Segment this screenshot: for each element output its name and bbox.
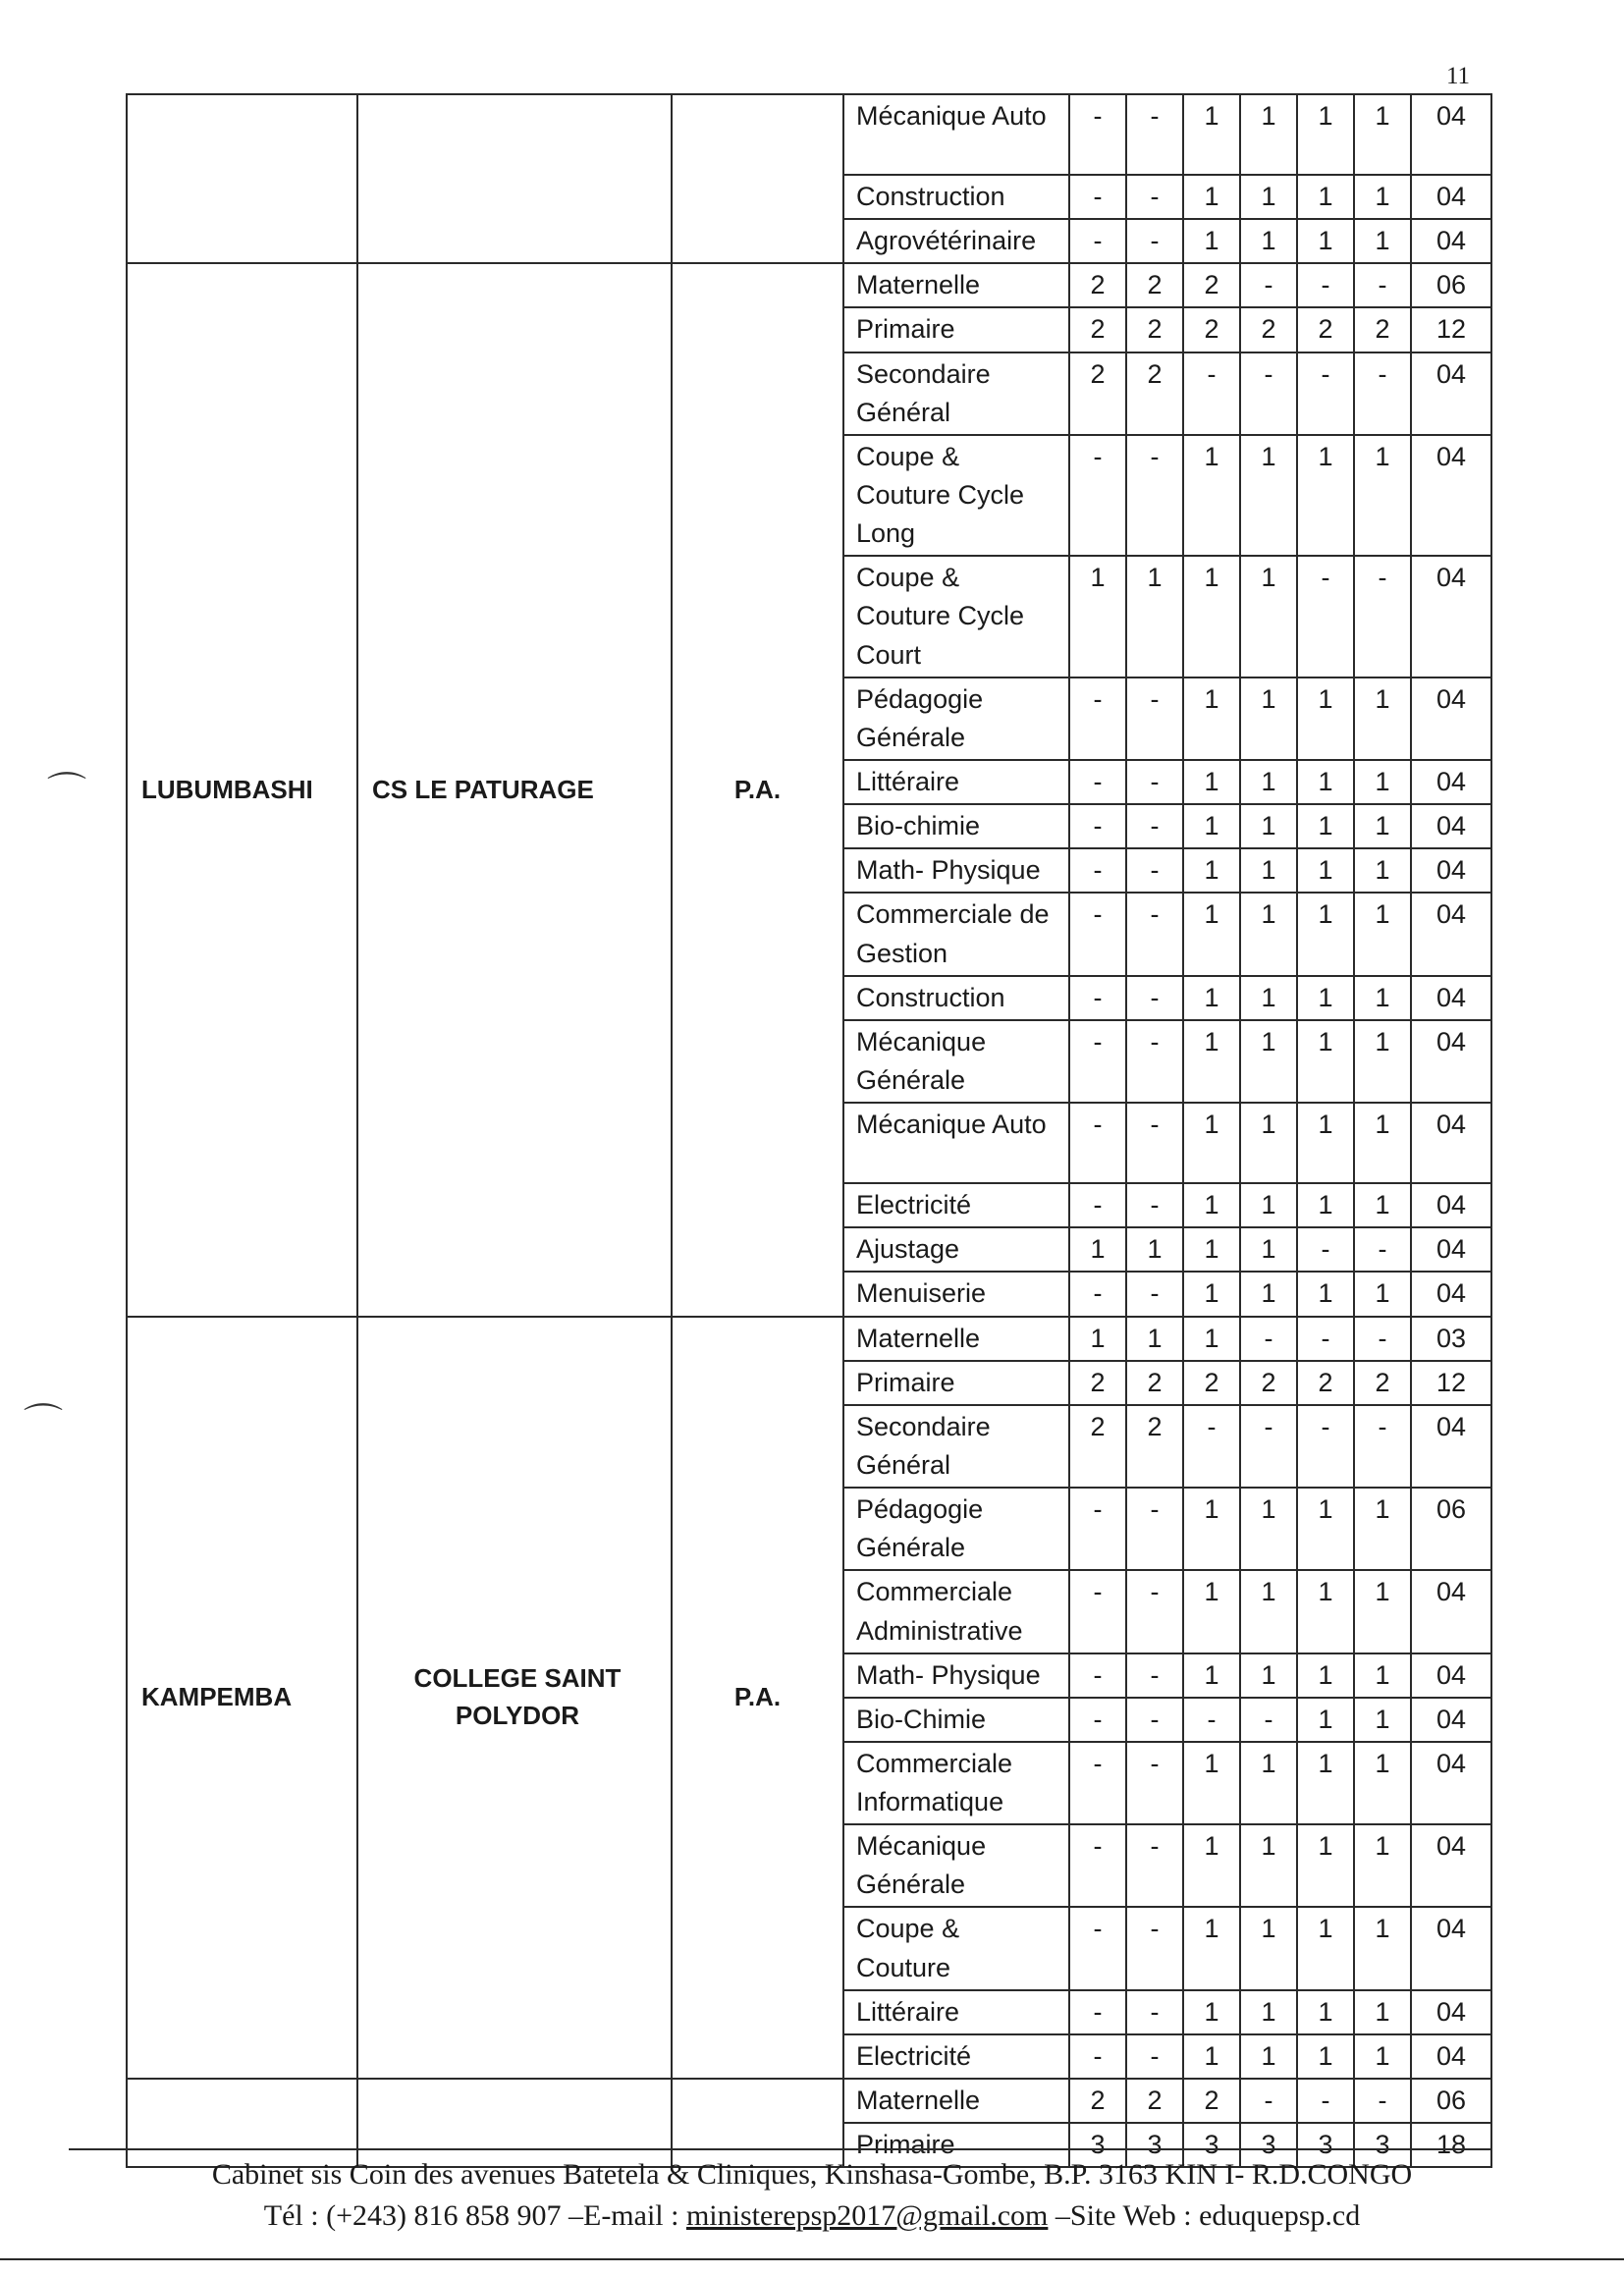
section-cell: Commerciale de Gestion <box>843 893 1069 975</box>
class-count-cell: - <box>1126 1020 1183 1103</box>
class-count-cell: 1 <box>1069 1227 1126 1272</box>
class-count-cell: 1 <box>1240 1742 1297 1824</box>
class-count-cell: 2 <box>1354 1361 1411 1405</box>
total-cell: 04 <box>1411 893 1491 975</box>
regime-cell: P.A. <box>672 263 843 1316</box>
class-count-cell: - <box>1126 760 1183 804</box>
class-count-cell: 1 <box>1240 1824 1297 1907</box>
class-count-cell: 1 <box>1240 219 1297 263</box>
class-count-cell: 1 <box>1297 1698 1354 1742</box>
class-count-cell: 1 <box>1183 1742 1240 1824</box>
school-cell <box>357 94 672 263</box>
class-count-cell: 2 <box>1069 352 1126 435</box>
class-count-cell: 1 <box>1183 1488 1240 1570</box>
section-cell: Agrovétérinaire <box>843 219 1069 263</box>
class-count-cell: 1 <box>1297 893 1354 975</box>
class-count-cell: - <box>1126 1907 1183 1989</box>
class-count-cell: 1 <box>1297 94 1354 175</box>
section-cell: Ajustage <box>843 1227 1069 1272</box>
class-count-cell: - <box>1069 1742 1126 1824</box>
total-cell: 04 <box>1411 1742 1491 1824</box>
total-cell: 04 <box>1411 677 1491 760</box>
class-count-cell: 1 <box>1297 1488 1354 1570</box>
total-cell: 04 <box>1411 1227 1491 1272</box>
table-row <box>127 94 1491 175</box>
class-count-cell: - <box>1069 677 1126 760</box>
section-cell: Maternelle <box>843 2079 1069 2123</box>
section-cell: Commerciale Informatique <box>843 1742 1069 1824</box>
class-count-cell: 2 <box>1126 307 1183 352</box>
total-cell: 04 <box>1411 976 1491 1020</box>
class-count-cell: 1 <box>1240 2034 1297 2079</box>
footer-address: Cabinet sis Coin des avenues Batetela & Cliniques, Kinshasa-Gombe, B.P. 3163 KIN I- R.D.CONGO <box>211 2158 1413 2191</box>
class-count-cell: 2 <box>1297 1361 1354 1405</box>
table-row <box>127 263 1491 307</box>
section-cell: Littéraire <box>843 760 1069 804</box>
footer-email-link[interactable]: ministerepsp2017@gmail.com <box>685 2199 1049 2232</box>
class-count-cell: 1 <box>1297 1653 1354 1698</box>
class-count-cell: - <box>1126 1183 1183 1227</box>
class-count-cell: 2 <box>1069 307 1126 352</box>
regime-cell: P.A. <box>672 1317 843 2080</box>
class-count-cell: - <box>1126 219 1183 263</box>
total-cell: 04 <box>1411 1653 1491 1698</box>
class-count-cell: 1 <box>1354 848 1411 893</box>
class-count-cell: 1 <box>1240 760 1297 804</box>
class-count-cell: 1 <box>1297 976 1354 1020</box>
class-count-cell: 1 <box>1183 804 1240 848</box>
class-count-cell: 1 <box>1297 1020 1354 1103</box>
class-count-cell: - <box>1069 893 1126 975</box>
class-count-cell: - <box>1354 1227 1411 1272</box>
class-count-cell: 1 <box>1183 2034 1240 2079</box>
class-count-cell: - <box>1297 263 1354 307</box>
class-count-cell: 2 <box>1354 307 1411 352</box>
class-count-cell: - <box>1069 976 1126 1020</box>
class-count-cell: - <box>1069 175 1126 219</box>
margin-mark: ⌒ <box>47 770 86 815</box>
class-count-cell: 2 <box>1069 2079 1126 2123</box>
class-count-cell: 2 <box>1183 263 1240 307</box>
page-number: 11 <box>1445 63 1471 89</box>
class-count-cell: 1 <box>1297 1907 1354 1989</box>
total-cell: 04 <box>1411 1103 1491 1183</box>
class-count-cell: 1 <box>1354 1698 1411 1742</box>
class-count-cell: 1 <box>1297 760 1354 804</box>
class-count-cell: 1 <box>1354 1272 1411 1316</box>
class-count-cell: - <box>1069 1698 1126 1742</box>
class-count-cell: 2 <box>1126 2079 1183 2123</box>
total-cell: 04 <box>1411 94 1491 175</box>
class-count-cell: - <box>1297 556 1354 677</box>
class-count-cell: - <box>1069 1907 1126 1989</box>
class-count-cell: 1 <box>1354 760 1411 804</box>
class-count-cell: - <box>1354 1405 1411 1488</box>
class-count-cell: - <box>1297 352 1354 435</box>
class-count-cell: - <box>1183 1405 1240 1488</box>
class-count-cell: - <box>1126 804 1183 848</box>
class-count-cell: - <box>1183 1698 1240 1742</box>
section-cell: Mécanique Auto <box>843 1103 1069 1183</box>
class-count-cell: 1 <box>1354 219 1411 263</box>
class-count-cell: - <box>1126 1824 1183 1907</box>
section-cell: Electricité <box>843 1183 1069 1227</box>
class-count-cell: 1 <box>1297 1272 1354 1316</box>
commune-cell: LUBUMBASHI <box>127 263 357 1316</box>
class-count-cell: - <box>1069 1570 1126 1653</box>
total-cell: 12 <box>1411 307 1491 352</box>
class-count-cell: 1 <box>1354 1570 1411 1653</box>
section-cell: Menuiserie <box>843 1272 1069 1316</box>
section-cell: Bio-chimie <box>843 804 1069 848</box>
class-count-cell: 3 <box>1126 2123 1183 2167</box>
class-count-cell: 1 <box>1183 1990 1240 2034</box>
schools-table <box>126 93 1492 2168</box>
class-count-cell: 1 <box>1240 848 1297 893</box>
footer-divider <box>69 2148 1490 2150</box>
class-count-cell: 1 <box>1297 1824 1354 1907</box>
total-cell: 12 <box>1411 1361 1491 1405</box>
class-count-cell: 1 <box>1183 1570 1240 1653</box>
class-count-cell: 3 <box>1069 2123 1126 2167</box>
section-cell: Primaire <box>843 1361 1069 1405</box>
class-count-cell: - <box>1126 94 1183 175</box>
class-count-cell: - <box>1126 2034 1183 2079</box>
total-cell: 04 <box>1411 352 1491 435</box>
class-count-cell: - <box>1183 352 1240 435</box>
class-count-cell: 1 <box>1126 556 1183 677</box>
section-cell: Electricité <box>843 2034 1069 2079</box>
class-count-cell: 1 <box>1183 1227 1240 1272</box>
class-count-cell: - <box>1069 1183 1126 1227</box>
class-count-cell: 1 <box>1354 1103 1411 1183</box>
class-count-cell: - <box>1297 2079 1354 2123</box>
class-count-cell: 1 <box>1183 848 1240 893</box>
class-count-cell: 1 <box>1354 804 1411 848</box>
class-count-cell: 2 <box>1069 1361 1126 1405</box>
class-count-cell: 1 <box>1354 1183 1411 1227</box>
class-count-cell: 1 <box>1354 1824 1411 1907</box>
section-cell: Secondaire Général <box>843 352 1069 435</box>
class-count-cell: 1 <box>1183 556 1240 677</box>
class-count-cell: 1 <box>1240 1183 1297 1227</box>
class-count-cell: - <box>1069 1653 1126 1698</box>
total-cell: 03 <box>1411 1317 1491 1361</box>
total-cell: 04 <box>1411 1698 1491 1742</box>
class-count-cell: 1 <box>1354 1742 1411 1824</box>
class-count-cell: 1 <box>1240 94 1297 175</box>
class-count-cell: 2 <box>1069 263 1126 307</box>
total-cell: 04 <box>1411 760 1491 804</box>
class-count-cell: 1 <box>1297 219 1354 263</box>
class-count-cell: 2 <box>1240 307 1297 352</box>
class-count-cell: 1 <box>1240 1227 1297 1272</box>
class-count-cell: 1 <box>1354 1990 1411 2034</box>
class-count-cell: 1 <box>1354 677 1411 760</box>
total-cell: 06 <box>1411 263 1491 307</box>
class-count-cell: 2 <box>1183 307 1240 352</box>
class-count-cell: 1 <box>1354 2034 1411 2079</box>
section-cell: Coupe & Couture Cycle Long <box>843 435 1069 556</box>
class-count-cell: - <box>1240 263 1297 307</box>
class-count-cell: 3 <box>1183 2123 1240 2167</box>
class-count-cell: 1 <box>1240 1020 1297 1103</box>
class-count-cell: 1 <box>1183 1272 1240 1316</box>
class-count-cell: 2 <box>1240 1361 1297 1405</box>
footer-website: –Site Web : eduquepsp.cd <box>1048 2199 1361 2232</box>
class-count-cell: - <box>1240 352 1297 435</box>
class-count-cell: - <box>1354 352 1411 435</box>
class-count-cell: 1 <box>1297 1103 1354 1183</box>
class-count-cell: 1 <box>1354 976 1411 1020</box>
class-count-cell: 1 <box>1240 893 1297 975</box>
class-count-cell: - <box>1069 94 1126 175</box>
class-count-cell: - <box>1126 848 1183 893</box>
total-cell: 04 <box>1411 1907 1491 1989</box>
section-cell: Maternelle <box>843 1317 1069 1361</box>
total-cell: 04 <box>1411 1272 1491 1316</box>
total-cell: 06 <box>1411 2079 1491 2123</box>
class-count-cell: 1 <box>1240 1272 1297 1316</box>
total-cell: 04 <box>1411 1020 1491 1103</box>
class-count-cell: - <box>1240 1317 1297 1361</box>
class-count-cell: 1 <box>1354 1020 1411 1103</box>
commune-cell <box>127 94 357 263</box>
footer-phone: Tél : (+243) 816 858 907 –E-mail : <box>263 2199 686 2232</box>
class-count-cell: - <box>1126 1698 1183 1742</box>
class-count-cell: 1 <box>1183 175 1240 219</box>
class-count-cell: 1 <box>1297 2034 1354 2079</box>
class-count-cell: - <box>1297 1317 1354 1361</box>
section-cell: Pédagogie Générale <box>843 1488 1069 1570</box>
class-count-cell: - <box>1126 175 1183 219</box>
class-count-cell: 1 <box>1297 1742 1354 1824</box>
class-count-cell: 1 <box>1297 804 1354 848</box>
margin-mark: ⌒ <box>24 1401 63 1446</box>
class-count-cell: 1 <box>1354 175 1411 219</box>
class-count-cell: - <box>1126 1653 1183 1698</box>
class-count-cell: 1 <box>1240 556 1297 677</box>
section-cell: Mécanique Générale <box>843 1824 1069 1907</box>
class-count-cell: - <box>1069 435 1126 556</box>
commune-cell <box>127 2079 357 2167</box>
section-cell: Secondaire Général <box>843 1405 1069 1488</box>
class-count-cell: 1 <box>1354 1653 1411 1698</box>
section-cell: Primaire <box>843 2123 1069 2167</box>
table-row <box>127 1317 1491 1361</box>
class-count-cell: 1 <box>1297 1990 1354 2034</box>
class-count-cell: 2 <box>1126 263 1183 307</box>
total-cell: 04 <box>1411 219 1491 263</box>
class-count-cell: 1 <box>1240 1653 1297 1698</box>
total-cell: 04 <box>1411 1405 1491 1488</box>
class-count-cell: 1 <box>1354 1488 1411 1570</box>
class-count-cell: 1 <box>1297 848 1354 893</box>
total-cell: 04 <box>1411 804 1491 848</box>
class-count-cell: 3 <box>1240 2123 1297 2167</box>
section-cell: Primaire <box>843 307 1069 352</box>
class-count-cell: - <box>1069 219 1126 263</box>
section-cell: Commerciale Administrative <box>843 1570 1069 1653</box>
total-cell: 04 <box>1411 1824 1491 1907</box>
class-count-cell: - <box>1126 893 1183 975</box>
class-count-cell: - <box>1240 2079 1297 2123</box>
total-cell: 06 <box>1411 1488 1491 1570</box>
class-count-cell: - <box>1069 760 1126 804</box>
class-count-cell: 2 <box>1069 1405 1126 1488</box>
class-count-cell: 1 <box>1126 1227 1183 1272</box>
class-count-cell: 1 <box>1183 1907 1240 1989</box>
class-count-cell: 1 <box>1354 1907 1411 1989</box>
class-count-cell: 1 <box>1183 1103 1240 1183</box>
class-count-cell: 1 <box>1240 1907 1297 1989</box>
section-cell: Coupe & Couture <box>843 1907 1069 1989</box>
class-count-cell: 1 <box>1354 893 1411 975</box>
class-count-cell: 1 <box>1183 1653 1240 1698</box>
class-count-cell: - <box>1240 1698 1297 1742</box>
class-count-cell: 2 <box>1126 352 1183 435</box>
class-count-cell: 1 <box>1183 976 1240 1020</box>
class-count-cell: 1 <box>1297 1570 1354 1653</box>
section-cell: Bio-Chimie <box>843 1698 1069 1742</box>
section-cell: Pédagogie Générale <box>843 677 1069 760</box>
class-count-cell: - <box>1069 1488 1126 1570</box>
class-count-cell: - <box>1126 1742 1183 1824</box>
class-count-cell: 1 <box>1183 1317 1240 1361</box>
bottom-edge-line <box>0 2258 1624 2260</box>
class-count-cell: - <box>1069 1103 1126 1183</box>
class-count-cell: - <box>1069 848 1126 893</box>
class-count-cell: 1 <box>1183 435 1240 556</box>
class-count-cell: - <box>1126 976 1183 1020</box>
class-count-cell: - <box>1126 677 1183 760</box>
regime-cell <box>672 2079 843 2167</box>
class-count-cell: - <box>1126 1488 1183 1570</box>
total-cell: 04 <box>1411 1990 1491 2034</box>
class-count-cell: 1 <box>1297 677 1354 760</box>
total-cell: 04 <box>1411 556 1491 677</box>
total-cell: 04 <box>1411 848 1491 893</box>
class-count-cell: 1 <box>1240 976 1297 1020</box>
class-count-cell: 1 <box>1183 1183 1240 1227</box>
class-count-cell: - <box>1069 804 1126 848</box>
class-count-cell: 1 <box>1240 677 1297 760</box>
class-count-cell: 1 <box>1183 219 1240 263</box>
class-count-cell: 1 <box>1069 556 1126 677</box>
class-count-cell: 1 <box>1240 435 1297 556</box>
class-count-cell: 1 <box>1183 677 1240 760</box>
class-count-cell: - <box>1069 1020 1126 1103</box>
class-count-cell: 1 <box>1240 1488 1297 1570</box>
class-count-cell: - <box>1069 1990 1126 2034</box>
class-count-cell: - <box>1297 1405 1354 1488</box>
school-cell: CS LE PATURAGE <box>357 263 672 1316</box>
section-cell: Construction <box>843 175 1069 219</box>
class-count-cell: 2 <box>1126 1405 1183 1488</box>
class-count-cell: - <box>1126 1570 1183 1653</box>
class-count-cell: 1 <box>1240 1103 1297 1183</box>
class-count-cell: 3 <box>1297 2123 1354 2167</box>
class-count-cell: - <box>1126 1272 1183 1316</box>
section-cell: Littéraire <box>843 1990 1069 2034</box>
table-row <box>127 2079 1491 2123</box>
total-cell: 18 <box>1411 2123 1491 2167</box>
class-count-cell: 2 <box>1126 1361 1183 1405</box>
section-cell: Coupe & Couture Cycle Court <box>843 556 1069 677</box>
class-count-cell: 1 <box>1126 1317 1183 1361</box>
class-count-cell: - <box>1069 2034 1126 2079</box>
class-count-cell: - <box>1069 1272 1126 1316</box>
class-count-cell: - <box>1126 1103 1183 1183</box>
school-cell <box>357 2079 672 2167</box>
total-cell: 04 <box>1411 1570 1491 1653</box>
class-count-cell: - <box>1069 1824 1126 1907</box>
class-count-cell: 1 <box>1240 1570 1297 1653</box>
class-count-cell: 1 <box>1354 435 1411 556</box>
section-cell: Construction <box>843 976 1069 1020</box>
total-cell: 04 <box>1411 1183 1491 1227</box>
class-count-cell: 1 <box>1297 175 1354 219</box>
class-count-cell: 2 <box>1183 1361 1240 1405</box>
class-count-cell: 1 <box>1297 1183 1354 1227</box>
class-count-cell: 1 <box>1183 1824 1240 1907</box>
class-count-cell: - <box>1354 556 1411 677</box>
class-count-cell: - <box>1354 263 1411 307</box>
class-count-cell: 1 <box>1297 435 1354 556</box>
class-count-cell: - <box>1240 1405 1297 1488</box>
class-count-cell: 1 <box>1240 1990 1297 2034</box>
class-count-cell: 2 <box>1297 307 1354 352</box>
section-cell: Maternelle <box>843 263 1069 307</box>
table-body <box>127 94 1491 2167</box>
footer-contact <box>0 2199 1624 2233</box>
section-cell: Mécanique Auto <box>843 94 1069 175</box>
class-count-cell: 2 <box>1183 2079 1240 2123</box>
regime-cell <box>672 94 843 263</box>
total-cell: 04 <box>1411 2034 1491 2079</box>
class-count-cell: - <box>1126 435 1183 556</box>
total-cell: 04 <box>1411 175 1491 219</box>
class-count-cell: - <box>1354 2079 1411 2123</box>
class-count-cell: 1 <box>1183 94 1240 175</box>
class-count-cell: - <box>1354 1317 1411 1361</box>
class-count-cell: - <box>1126 1990 1183 2034</box>
class-count-cell: 1 <box>1069 1317 1126 1361</box>
class-count-cell: 1 <box>1183 893 1240 975</box>
section-cell: Math- Physique <box>843 848 1069 893</box>
total-cell: 04 <box>1411 435 1491 556</box>
class-count-cell: 1 <box>1183 760 1240 804</box>
class-count-cell: 1 <box>1183 1020 1240 1103</box>
school-cell: COLLEGE SAINT POLYDOR <box>357 1317 672 2080</box>
class-count-cell: 1 <box>1240 804 1297 848</box>
class-count-cell: 1 <box>1354 94 1411 175</box>
class-count-cell: - <box>1297 1227 1354 1272</box>
class-count-cell: 1 <box>1240 175 1297 219</box>
section-cell: Math- Physique <box>843 1653 1069 1698</box>
section-cell: Mécanique Générale <box>843 1020 1069 1103</box>
commune-cell: KAMPEMBA <box>127 1317 357 2080</box>
class-count-cell: 3 <box>1354 2123 1411 2167</box>
